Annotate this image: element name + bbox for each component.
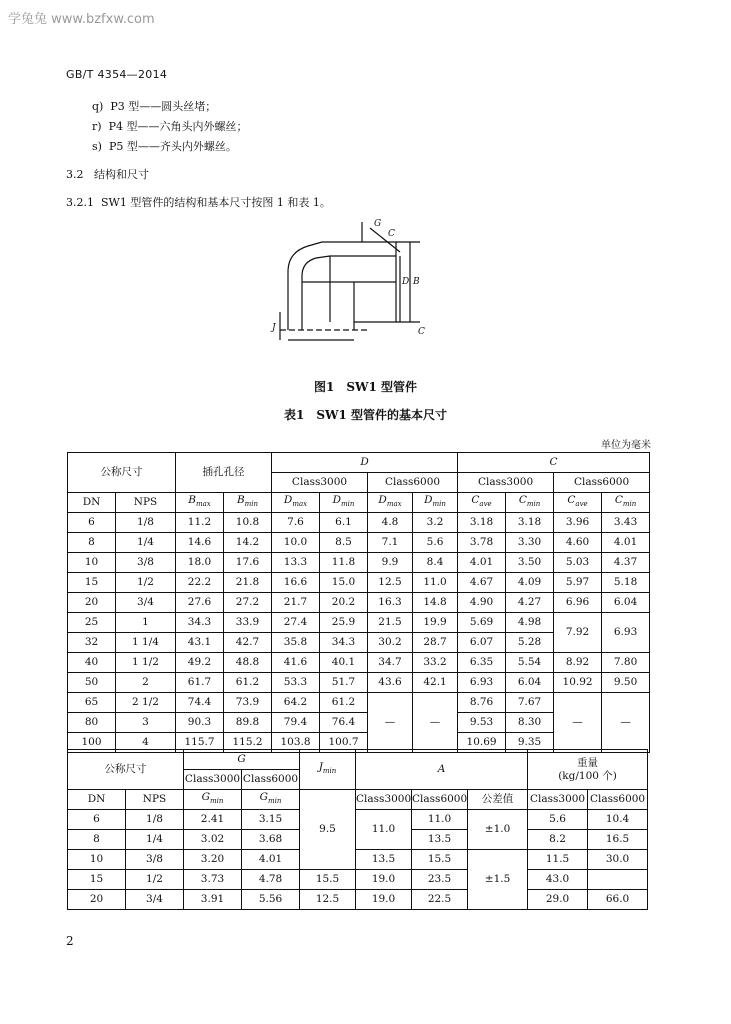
- table-cell: 11.2: [176, 513, 224, 533]
- table-cell: 8.92: [554, 653, 602, 673]
- table-cell: 34.3: [176, 613, 224, 633]
- table-cell: 21.8: [224, 573, 272, 593]
- table-cell: —: [368, 693, 413, 753]
- table-row: [68, 810, 648, 830]
- table-cell: 10: [68, 850, 126, 870]
- table-cell: 14.2: [224, 533, 272, 553]
- header-cmin: $C_{min}$: [602, 493, 650, 513]
- figure-caption: 图1 SW1 型管件: [313, 380, 418, 394]
- table-cell: 5.6: [528, 810, 588, 830]
- list-text: P3 型——圆头丝堵；: [110, 100, 217, 113]
- label-c-top: C: [388, 229, 395, 239]
- table-cell: 3/8: [126, 850, 184, 870]
- table-cell: 10.69: [458, 733, 506, 753]
- table-cell: 4.01: [242, 850, 300, 870]
- page-number: 2: [66, 934, 74, 948]
- header-c: C: [458, 453, 650, 473]
- table-cell: 40: [68, 653, 116, 673]
- table-cell: 13.3: [272, 553, 320, 573]
- table-cell: 11.5: [528, 850, 588, 870]
- table-cell: ±1.5: [468, 850, 528, 910]
- table-cell: 34.3: [320, 633, 368, 653]
- table-cell: 3: [116, 713, 176, 733]
- table-cell: 9.53: [458, 713, 506, 733]
- table-cell: 20.2: [320, 593, 368, 613]
- section-number: 3.2: [66, 168, 84, 181]
- table-cell: 4.27: [506, 593, 554, 613]
- table-row: [68, 593, 650, 613]
- table-cell: 27.6: [176, 593, 224, 613]
- table-row: [68, 553, 650, 573]
- list-text: P5 型——齐头内外螺丝。: [108, 140, 237, 153]
- table-cell: 3.91: [184, 890, 242, 910]
- table-cell: 12.5: [300, 890, 356, 910]
- table-cell: 65: [68, 693, 116, 713]
- table-cell: 6: [68, 810, 126, 830]
- table-cell: 66.0: [588, 890, 648, 910]
- table-cell: 48.8: [224, 653, 272, 673]
- table-cell: 22.2: [176, 573, 224, 593]
- header-socket: 插孔孔径: [176, 453, 272, 493]
- header-bmax: $B_{max}$: [176, 493, 224, 513]
- table-cell: 2.41: [184, 810, 242, 830]
- table-cell: 100: [68, 733, 116, 753]
- table-cell: 3.18: [458, 513, 506, 533]
- list-text: P4 型——六角头内外螺丝；: [108, 120, 248, 133]
- header-class6000: Class6000: [554, 473, 650, 493]
- table-cell: 17.6: [224, 553, 272, 573]
- table-cell: 61.2: [320, 693, 368, 713]
- table-cell: 6: [68, 513, 116, 533]
- header-class3000: Class3000: [356, 790, 412, 810]
- table-cell: 8.76: [458, 693, 506, 713]
- header-cmin: $C_{min}$: [506, 493, 554, 513]
- table-cell: 76.4: [320, 713, 368, 733]
- table-cell: 10.8: [224, 513, 272, 533]
- table-cell: 4.60: [554, 533, 602, 553]
- table-cell: 6.93: [458, 673, 506, 693]
- table-cell: 27.2: [224, 593, 272, 613]
- table-cell: 51.7: [320, 673, 368, 693]
- label-j: J: [272, 323, 276, 333]
- table-cell: 15.5: [300, 870, 356, 890]
- header-bmin: $B_{min}$: [224, 493, 272, 513]
- table-cell: 73.9: [224, 693, 272, 713]
- table-cell: 64.2: [272, 693, 320, 713]
- table-cell: 19.0: [356, 890, 412, 910]
- table-cell: 23.5: [412, 870, 468, 890]
- header-nominal: 公称尺寸: [68, 453, 176, 493]
- header-dmax: $D_{max}$: [368, 493, 413, 513]
- table-cell: 6.35: [458, 653, 506, 673]
- table-cell: 20: [68, 593, 116, 613]
- table-cell: 100.7: [320, 733, 368, 753]
- table-cell: 8: [68, 830, 126, 850]
- header-dn: DN: [68, 493, 116, 513]
- table-cell: 79.4: [272, 713, 320, 733]
- table-cell: 32: [68, 633, 116, 653]
- table-cell: 16.6: [272, 573, 320, 593]
- list-item: [92, 98, 216, 114]
- table-cell: 2 1/2: [116, 693, 176, 713]
- table-cell: 4.67: [458, 573, 506, 593]
- table-cell: 4.01: [458, 553, 506, 573]
- table-cell: 115.7: [176, 733, 224, 753]
- table-cell: 4.8: [368, 513, 413, 533]
- table-cell: 3.20: [184, 850, 242, 870]
- table-cell: 3/4: [116, 593, 176, 613]
- table-cell: 35.8: [272, 633, 320, 653]
- header-dmin: $D_{min}$: [413, 493, 458, 513]
- header-nominal: 公称尺寸: [68, 750, 184, 790]
- table-cell: 10: [68, 553, 116, 573]
- table-cell: 1: [116, 613, 176, 633]
- table-cell: 5.03: [554, 553, 602, 573]
- table-cell: —: [602, 693, 650, 753]
- header-class6000: Class6000: [412, 790, 468, 810]
- header-class6000: Class6000: [242, 770, 300, 790]
- sw1-fitting-drawing: [250, 212, 450, 362]
- table-cell: 5.54: [506, 653, 554, 673]
- table-cell: 4.98: [506, 613, 554, 633]
- cell-jmin: 9.5: [300, 790, 356, 870]
- table-cell: 8.30: [506, 713, 554, 733]
- section-title: 结构和尺寸: [94, 168, 149, 181]
- table-cell: 3.15: [242, 810, 300, 830]
- header-dmax: $D_{max}$: [272, 493, 320, 513]
- table-cell: 1 1/4: [116, 633, 176, 653]
- table-cell: 3.68: [242, 830, 300, 850]
- table-cell: 19.0: [356, 870, 412, 890]
- table-cell: 7.92: [554, 613, 602, 653]
- table-cell: 5.18: [602, 573, 650, 593]
- table-cell: 9.9: [368, 553, 413, 573]
- table-cell: 43.1: [176, 633, 224, 653]
- header-dn: DN: [68, 790, 126, 810]
- dimensions-table-part2: [67, 749, 648, 910]
- table-cell: 15.0: [320, 573, 368, 593]
- header-nps: NPS: [116, 493, 176, 513]
- table-cell: 103.8: [272, 733, 320, 753]
- table-cell: 4.01: [602, 533, 650, 553]
- table-cell: 7.80: [602, 653, 650, 673]
- label-d: D: [402, 277, 410, 287]
- subsection-text: [66, 194, 331, 210]
- table-cell: 3.78: [458, 533, 506, 553]
- table-cell: 9.50: [602, 673, 650, 693]
- table-cell: 10.92: [554, 673, 602, 693]
- header-class3000: Class3000: [528, 790, 588, 810]
- table-cell: 80: [68, 713, 116, 733]
- table-cell: 61.2: [224, 673, 272, 693]
- table-cell: 7.6: [272, 513, 320, 533]
- table-cell: 42.7: [224, 633, 272, 653]
- table-cell: 12.5: [368, 573, 413, 593]
- standard-number: GB/T 4354—2014: [66, 68, 168, 81]
- table-cell: 18.0: [176, 553, 224, 573]
- table-cell: 3.18: [506, 513, 554, 533]
- table-cell: 22.5: [412, 890, 468, 910]
- table-cell: 21.7: [272, 593, 320, 613]
- table-cell: 11.0: [412, 810, 468, 830]
- header-cave: $C_{ave}$: [458, 493, 506, 513]
- table-cell: 34.7: [368, 653, 413, 673]
- table-cell: 20: [68, 890, 126, 910]
- table-cell: 3.30: [506, 533, 554, 553]
- table-cell: 3.2: [413, 513, 458, 533]
- table-cell: 15: [68, 870, 126, 890]
- table-cell: 41.6: [272, 653, 320, 673]
- table-cell: 6.07: [458, 633, 506, 653]
- table-cell: 15: [68, 573, 116, 593]
- section-heading: [66, 166, 149, 182]
- list-item: [92, 118, 247, 134]
- table-cell: 3.43: [602, 513, 650, 533]
- table-cell: 5.69: [458, 613, 506, 633]
- header-weight: 重量 (kg/100 个): [528, 750, 648, 790]
- table-cell: 4.09: [506, 573, 554, 593]
- table-row: [68, 653, 650, 673]
- table-cell: 6.93: [602, 613, 650, 653]
- table-cell: 8.4: [413, 553, 458, 573]
- table-cell: 5.97: [554, 573, 602, 593]
- table-row: [68, 870, 648, 890]
- table-cell: 8.5: [320, 533, 368, 553]
- table-cell: 14.6: [176, 533, 224, 553]
- subsection-body: SW1 型管件的结构和基本尺寸按图 1 和表 1。: [101, 196, 331, 209]
- table-row: [68, 613, 650, 633]
- header-class3000: Class3000: [458, 473, 554, 493]
- table-cell: 16.5: [588, 830, 648, 850]
- table-row: [68, 533, 650, 553]
- table-cell: 43.6: [368, 673, 413, 693]
- header-gmin: $G_{min}$: [242, 790, 300, 810]
- header-gmin: $G_{min}$: [184, 790, 242, 810]
- label-c-bottom: C: [418, 327, 425, 337]
- table-cell: 4: [116, 733, 176, 753]
- table-cell: 7.67: [506, 693, 554, 713]
- list-item: [92, 138, 237, 154]
- table-title: 表1 SW1 型管件的基本尺寸: [283, 408, 448, 422]
- table-cell: 2: [116, 673, 176, 693]
- table-cell: 5.28: [506, 633, 554, 653]
- header-class3000: Class3000: [272, 473, 368, 493]
- table-cell: 90.3: [176, 713, 224, 733]
- table-cell: 4.78: [242, 870, 300, 890]
- table-cell: 30.2: [368, 633, 413, 653]
- table-cell: 3.73: [184, 870, 242, 890]
- table-cell: 6.1: [320, 513, 368, 533]
- table-cell: 21.5: [368, 613, 413, 633]
- table-cell: 89.8: [224, 713, 272, 733]
- table-cell: 49.2: [176, 653, 224, 673]
- table-cell: 42.1: [413, 673, 458, 693]
- table-row: [68, 890, 648, 910]
- table-row: [68, 573, 650, 593]
- table-cell: 3.02: [184, 830, 242, 850]
- table-cell: 3/4: [126, 890, 184, 910]
- header-nps: NPS: [126, 790, 184, 810]
- table-cell: 11.8: [320, 553, 368, 573]
- table-cell: 3.96: [554, 513, 602, 533]
- header-tolerance: 公差值: [468, 790, 528, 810]
- table-cell: 53.3: [272, 673, 320, 693]
- header-jmin: $J_{min}$: [300, 750, 356, 790]
- table-cell: 27.4: [272, 613, 320, 633]
- table-cell: 1/2: [116, 573, 176, 593]
- table-cell: 5.6: [413, 533, 458, 553]
- header-d: D: [272, 453, 458, 473]
- table-cell: 6.04: [506, 673, 554, 693]
- table-cell: 33.9: [224, 613, 272, 633]
- table-cell: 25.9: [320, 613, 368, 633]
- table-cell: 1/8: [126, 810, 184, 830]
- label-g: G: [374, 219, 382, 229]
- table-cell: —: [554, 693, 602, 753]
- table-cell: 1/8: [116, 513, 176, 533]
- table-row: [68, 693, 650, 713]
- header-dmin: $D_{min}$: [320, 493, 368, 513]
- table-cell: 14.8: [413, 593, 458, 613]
- table-cell: 15.5: [412, 850, 468, 870]
- table-cell: 1/4: [116, 533, 176, 553]
- table-cell: 13.5: [356, 850, 412, 870]
- table-cell: 10.0: [272, 533, 320, 553]
- table-cell: 10.4: [588, 810, 648, 830]
- table-cell: 40.1: [320, 653, 368, 673]
- table-row: [68, 513, 650, 533]
- table-cell: 6.04: [602, 593, 650, 613]
- header-class6000: Class6000: [588, 790, 648, 810]
- table-cell: 25: [68, 613, 116, 633]
- table-cell: 115.2: [224, 733, 272, 753]
- subsection-number: 3.2.1: [66, 196, 94, 209]
- table-cell: 8: [68, 533, 116, 553]
- table-row: [68, 673, 650, 693]
- table-cell: 8.2: [528, 830, 588, 850]
- list-mark: r): [92, 120, 102, 133]
- table-cell: 1/2: [126, 870, 184, 890]
- label-b: B: [413, 277, 420, 287]
- table-cell: 11.0: [413, 573, 458, 593]
- table-cell: 6.96: [554, 593, 602, 613]
- table-cell: 50: [68, 673, 116, 693]
- table-cell: 33.2: [413, 653, 458, 673]
- table-cell: ±1.0: [468, 810, 528, 850]
- header-a: A: [356, 750, 528, 790]
- table-cell: 5.56: [242, 890, 300, 910]
- header-class3000: Class3000: [184, 770, 242, 790]
- table-cell: 30.0: [588, 850, 648, 870]
- table-cell: 1/4: [126, 830, 184, 850]
- list-mark: s): [92, 140, 102, 153]
- table-cell: 19.9: [413, 613, 458, 633]
- table-cell: 9.35: [506, 733, 554, 753]
- table-cell: 13.5: [412, 830, 468, 850]
- table-cell: 4.37: [602, 553, 650, 573]
- table-cell: 61.7: [176, 673, 224, 693]
- dimensions-table: [67, 452, 650, 753]
- table-cell: 7.1: [368, 533, 413, 553]
- header-g: G: [184, 750, 300, 770]
- table-subheader-row: [68, 493, 650, 513]
- list-mark: q): [92, 100, 104, 113]
- table-cell: 16.3: [368, 593, 413, 613]
- table-cell: 28.7: [413, 633, 458, 653]
- watermark: 学兔兔 www.bzfxw.com: [8, 12, 155, 27]
- table-cell: 1 1/2: [116, 653, 176, 673]
- table-cell: 29.0: [528, 890, 588, 910]
- table-cell: 3.50: [506, 553, 554, 573]
- table-subheader-row: [68, 790, 648, 810]
- table-cell: 74.4: [176, 693, 224, 713]
- unit-note: 单位为毫米: [601, 440, 651, 451]
- header-cave: $C_{ave}$: [554, 493, 602, 513]
- table-cell: 4.90: [458, 593, 506, 613]
- table-row: [68, 850, 648, 870]
- table-cell: 11.0: [356, 810, 412, 850]
- header-class6000: Class6000: [368, 473, 458, 493]
- table-cell: 43.0: [528, 870, 588, 890]
- table-cell: 3/8: [116, 553, 176, 573]
- table-cell: —: [413, 693, 458, 753]
